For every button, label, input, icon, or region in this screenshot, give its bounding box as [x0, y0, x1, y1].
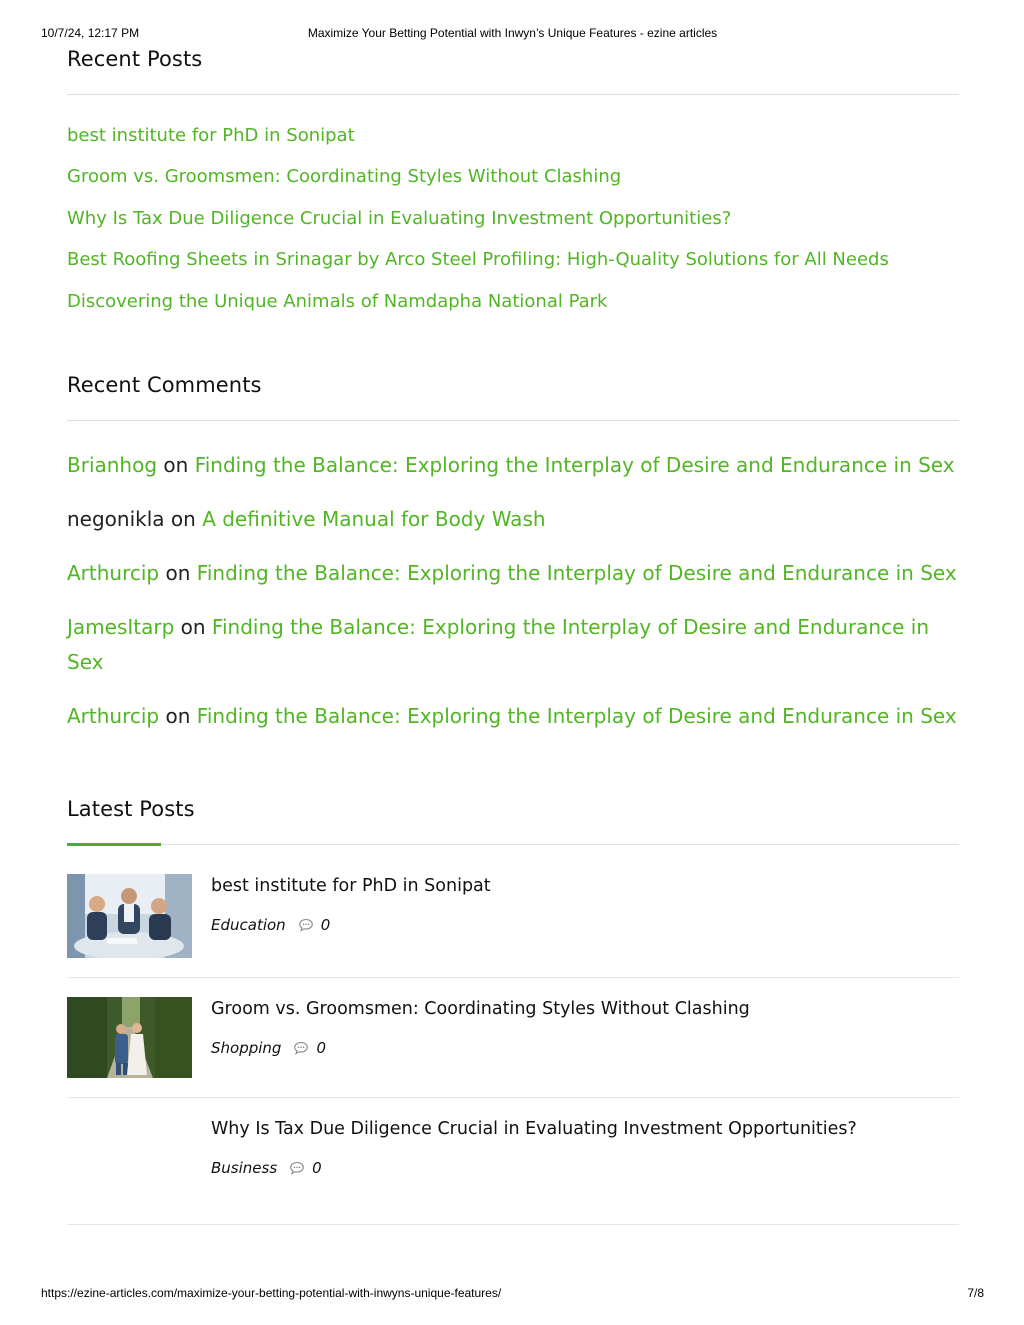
recent-comments-divider — [67, 420, 959, 421]
post-category-link[interactable]: Business — [211, 1159, 278, 1177]
comment-item — [67, 448, 959, 483]
wedding-couple-image — [67, 997, 192, 1078]
latest-post-separator — [67, 1097, 959, 1098]
post-category-link[interactable]: Shopping — [211, 1039, 282, 1057]
recent-post-link[interactable]: Discovering the Unique Animals of Namdapha National Park — [67, 291, 608, 312]
comment-item — [67, 502, 959, 537]
comment-connector: on — [180, 615, 206, 639]
comment-author-link[interactable]: Brianhog — [67, 453, 158, 477]
latest-posts-divider — [67, 844, 959, 845]
comment-bubble-icon — [293, 1041, 309, 1055]
post-meta — [211, 1039, 326, 1057]
post-thumbnail[interactable] — [67, 997, 192, 1078]
comment-post-link[interactable]: Finding the Balance: Exploring the Interplay of Desire and Endurance in Sex — [196, 561, 957, 585]
comment-count: 0 — [312, 1159, 322, 1177]
latest-post-separator — [67, 977, 959, 978]
latest-posts-heading: Latest Posts — [67, 797, 195, 821]
comment-post-link[interactable]: Finding the Balance: Exploring the Interplay of Desire and Endurance in Sex — [67, 615, 929, 674]
comment-post-link[interactable]: A definitive Manual for Body Wash — [202, 507, 546, 531]
recent-posts-heading: Recent Posts — [67, 47, 203, 71]
post-category-link[interactable]: Education — [211, 916, 286, 934]
print-url: https://ezine-articles.com/maximize-your-betting-potential-with-inwyns-unique-features/ — [41, 1286, 502, 1300]
recent-post-link[interactable]: best institute for PhD in Sonipat — [67, 125, 355, 146]
recent-posts-divider — [67, 94, 959, 95]
comment-post-link[interactable]: Finding the Balance: Exploring the Interplay of Desire and Endurance in Sex — [196, 704, 957, 728]
print-date: 10/7/24, 12:17 PM — [41, 26, 140, 40]
recent-post-link[interactable]: Groom vs. Groomsmen: Coordinating Styles Without Clashing — [67, 166, 622, 187]
post-thumbnail-empty — [67, 1117, 192, 1201]
comment-item — [67, 699, 959, 734]
comment-connector: on — [165, 704, 191, 728]
comment-bubble-icon — [298, 918, 314, 932]
comment-author-link[interactable]: JamesItarp — [67, 615, 175, 639]
comment-item — [67, 556, 959, 591]
comment-author-link[interactable]: Arthurcip — [67, 561, 160, 585]
comment-item — [67, 610, 937, 680]
comment-author-link[interactable]: Arthurcip — [67, 704, 160, 728]
comment-count: 0 — [316, 1039, 326, 1057]
latest-post-title[interactable]: Why Is Tax Due Diligence Crucial in Evaluating Investment Opportunities? — [211, 1119, 857, 1139]
comment-count: 0 — [320, 916, 331, 934]
print-header — [41, 26, 984, 42]
print-page-title: Maximize Your Betting Potential with Inwyn’s Unique Features - ezine articles — [307, 26, 718, 40]
comment-connector: on — [170, 507, 196, 531]
post-meta — [211, 1159, 322, 1177]
latest-post-title[interactable]: Groom vs. Groomsmen: Coordinating Styles Without Clashing — [211, 999, 750, 1019]
recent-post-link[interactable]: Why Is Tax Due Diligence Crucial in Evaluating Investment Opportunities? — [67, 208, 732, 229]
comment-connector: on — [163, 453, 189, 477]
comment-author: negonikla — [67, 507, 165, 531]
comment-bubble-icon — [289, 1161, 305, 1175]
latest-posts-accent-bar — [67, 843, 161, 846]
latest-post-title[interactable]: best institute for PhD in Sonipat — [211, 876, 491, 896]
latest-post-separator — [67, 1224, 959, 1225]
recent-post-link[interactable]: Best Roofing Sheets in Srinagar by Arco Steel Profiling: High-Quality Solutions for All Needs — [67, 249, 889, 270]
post-meta — [211, 916, 330, 934]
comment-post-link[interactable]: Finding the Balance: Exploring the Interplay of Desire and Endurance in Sex — [194, 453, 955, 477]
print-page-number: 7/8 — [967, 1286, 984, 1300]
comment-connector: on — [165, 561, 191, 585]
post-thumbnail[interactable] — [67, 874, 192, 958]
office-meeting-image — [67, 874, 192, 958]
print-footer — [41, 1286, 984, 1302]
recent-comments-heading: Recent Comments — [67, 373, 262, 397]
